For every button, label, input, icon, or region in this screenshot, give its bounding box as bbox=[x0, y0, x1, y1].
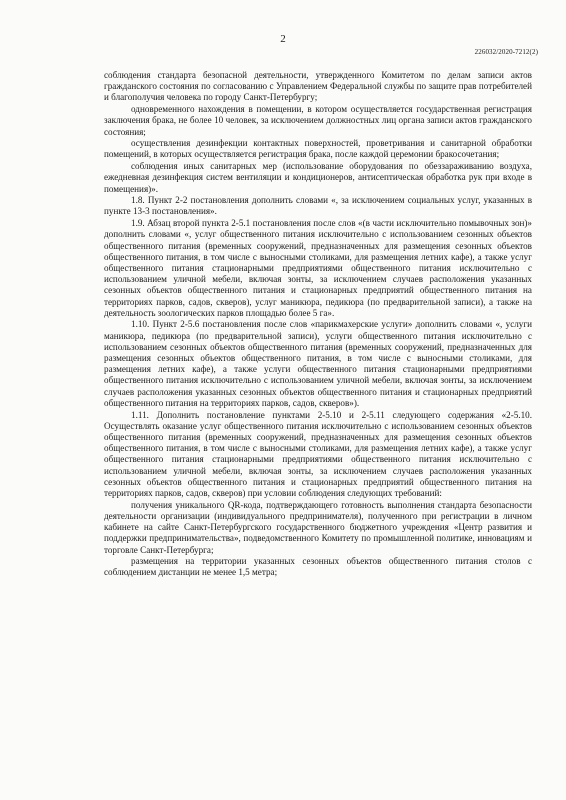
paragraph: 1.9. Абзац второй пункта 2-5.1 постановления после слов «(в части исключительно помывочных зон)» дополнить словами «, услуг общественного питания исключительно с использованием сезонных объектов общественного питания (временных сооружений, предназначенных для размещения сезонных объектов общественного питания, в том числе с выносными столиками, для размещения летних кафе), а также услуг общественного питания стационарными предприятиями общественного питания исключительно с использованием уличной мебели, включая зонты, за исключением случаев расположения указанных сезонных объектов общественного питания и стационарных предприятий общественного питания на территориях парков, садов, скверов), услуг маникюра, педикюра (по предварительной записи), а также на деятельность зоологических парков площадью более 5 га». bbox=[104, 218, 532, 318]
paragraph: осуществления дезинфекции контактных поверхностей, проветривания и санитарной обработки помещений, в которых осуществляется регистрация брака, после каждой церемонии бракосочетания; bbox=[104, 138, 532, 160]
paragraph: одновременного нахождения в помещении, в котором осуществляется государственная регистрация заключения брака, не более 10 человек, за исключением должностных лиц органа записи актов гражданского состояния; bbox=[104, 104, 532, 137]
page-number: 2 bbox=[280, 33, 286, 45]
paragraph: 1.8. Пункт 2-2 постановления дополнить словами «, за исключением социальных услуг, указанных в пункте 13-3 постановления». bbox=[104, 195, 532, 217]
paragraph: 1.10. Пункт 2-5.6 постановления после слов «парикмахерские услуги» дополнить словами «, услуги маникюра, педикюра (по предварительной записи), услуги общественного питания исключительно с использованием сезонных объектов общественного питания (временных сооружений, предназначенных для размещения сезонных объектов общественного питания, в том числе с выносными столиками, для размещения летних кафе), а также услуги общественного питания стационарными предприятиями общественного питания исключительно с использованием уличной мебели, включая зонты, за исключением случаев расположения указанных сезонных объектов общественного питания и стационарных предприятий общественного питания на территориях парков, садов, скверов»). bbox=[104, 319, 532, 408]
document-body bbox=[104, 70, 532, 579]
paragraph: 1.11. Дополнить постановление пунктами 2-5.10 и 2-5.11 следующего содержания «2-5.10. Осуществлять оказание услуг общественного питания исключительно с использованием сезонных объектов общественного питания (временных сооружений, предназначенных для размещения сезонных объектов общественного питания, в том числе с выносными столиками, для размещения летних кафе), а также услуг общественного питания стационарными предприятиями общественного питания исключительно с использованием уличной мебели, включая зонты, за исключением случаев расположения указанных сезонных объектов общественного питания и стационарных предприятий общественного питания на территориях парков, садов, скверов) при условии соблюдения следующих требований: bbox=[104, 409, 532, 499]
paragraph: размещения на территории указанных сезонных объектов общественного питания столов с соблюдением дистанции не менее 1,5 метра; bbox=[104, 556, 532, 578]
paragraph: соблюдения стандарта безопасной деятельности, утвержденного Комитетом по делам записи актов гражданского состояния по согласованию с Управлением Федеральной службы по защите прав потребителей и благополучия человека по городу Санкт-Петербургу; bbox=[104, 70, 532, 103]
document-code: 226032/2020-7212(2) bbox=[474, 48, 538, 56]
paragraph: получения уникального QR-кода, подтверждающего готовность выполнения стандарта безопасности деятельности организации (индивидуального предпринимателя), полученного при регистрации в личном кабинете на сайте Санкт-Петербургского государственного бюджетного учреждения «Центр развития и поддержки предпринимательства», подведомственного Комитету по промышленной политике, инновациям и торговле Санкт-Петербурга; bbox=[104, 499, 532, 555]
paragraph: соблюдения иных санитарных мер (использование оборудования по обеззараживанию воздуха, ежедневная дезинфекция систем вентиляции и кондиционеров, антисептическая обработка рук при входе в помещения)». bbox=[104, 161, 532, 194]
